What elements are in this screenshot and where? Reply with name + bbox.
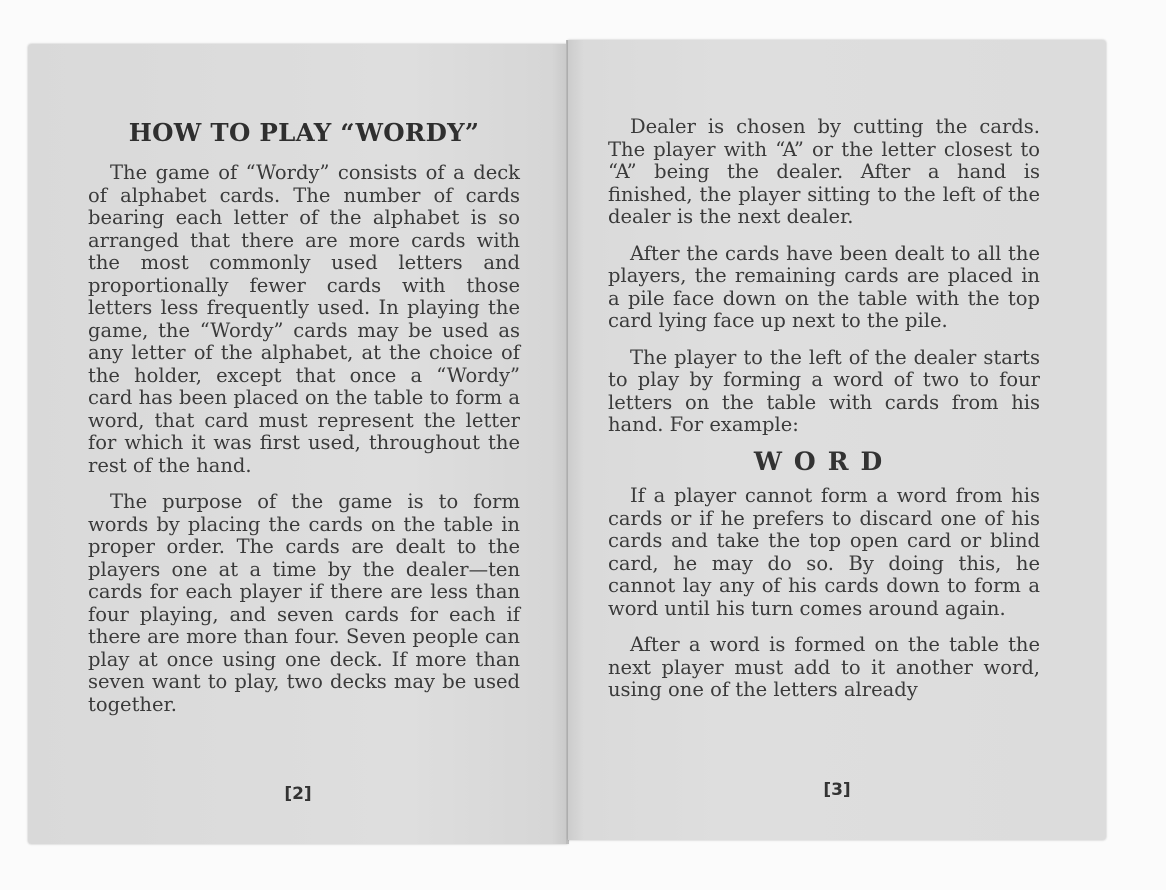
page-number: [2] xyxy=(284,784,312,804)
left-page xyxy=(28,44,568,844)
example-word: WORD xyxy=(753,446,895,476)
rules-paragraph: The purpose of the game is to form words by placing the cards on the table in proper order. The cards are dealt to the players one at a time by the dealer—ten cards for each player if there are less than four playing, and seven cards for each if there are more than four. Seven people can play at once using one deck. If more than seven want to play, two decks may be used together. xyxy=(88,490,520,716)
left-page-content xyxy=(88,118,520,730)
rules-paragraph: After the cards have been dealt to all the players, the remaining cards are placed in a pile face down on the table with the top card lying face up next to the pile. xyxy=(608,241,1040,332)
rules-paragraph: Dealer is chosen by cutting the cards. The player with “A” or the letter closest to “A” being the dealer. After a hand is finished, the player sitting to the left of the dealer is the next dealer. xyxy=(608,115,1040,228)
rules-paragraph: The game of “Wordy” consists of a deck of alphabet cards. The number of cards bearing each letter of the alphabet is so arranged that there are more cards with the most commonly used letters and proportionally fewer cards with those letters less frequently used. In playing the game, the “Wordy” cards may be used as any letter of the alphabet, at the choice of the holder, except that once a “Wordy” card has been placed on the table to form a word, that card must represent the letter for which it was first used, throughout the rest of the hand. xyxy=(88,161,520,477)
right-page xyxy=(568,40,1106,840)
rules-paragraph: If a player cannot form a word from his cards or if he prefers to discard one of his cards and take the top open card or blind card, he may do so. By doing this, he cannot lay any of his cards down to form a word until his turn comes around again. xyxy=(608,484,1040,620)
page-heading: HOW TO PLAY “WORDY” xyxy=(128,118,480,147)
right-page-content xyxy=(608,116,1040,716)
rules-paragraph: The player to the left of the dealer starts to play by forming a word of two to four letters on the table with cards from his hand. For example: xyxy=(608,345,1040,436)
rules-paragraph: After a word is formed on the table the next player must add to it another word, using one of the letters already xyxy=(608,633,1040,701)
page-number: [3] xyxy=(823,780,851,800)
